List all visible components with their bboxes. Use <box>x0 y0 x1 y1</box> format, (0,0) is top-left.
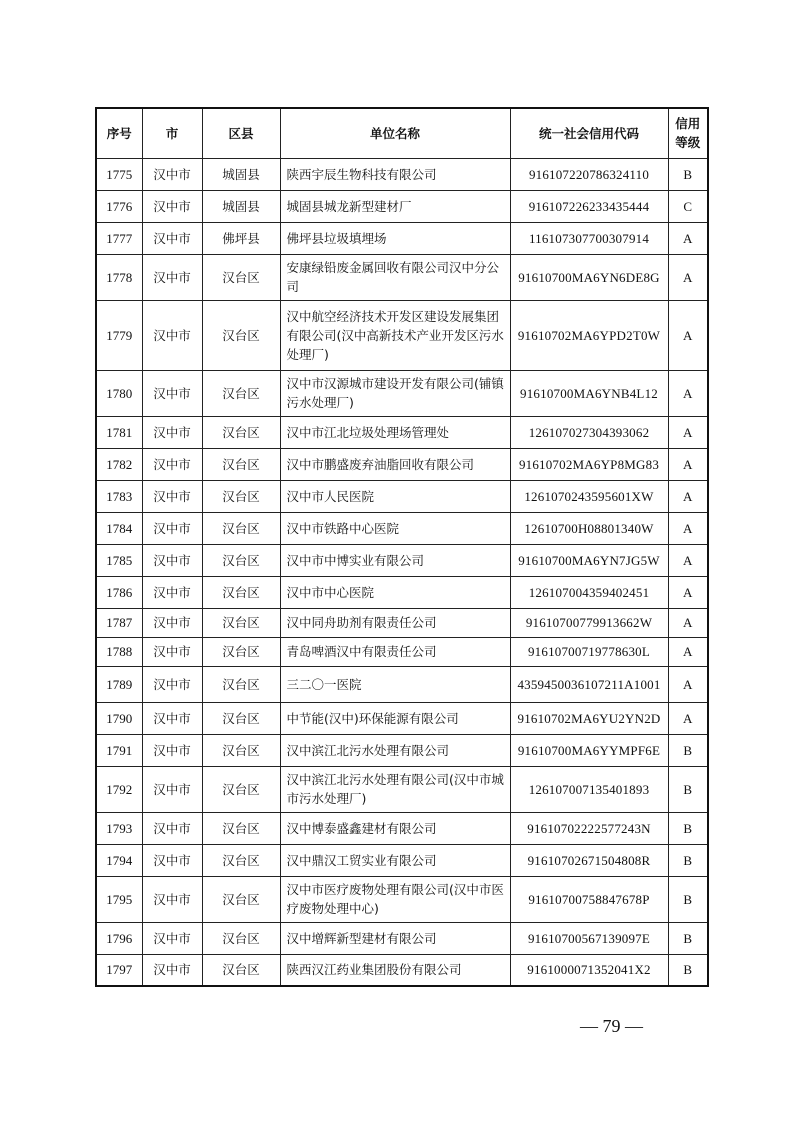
cell-index: 1775 <box>96 158 142 190</box>
cell-district: 汉台区 <box>202 766 280 812</box>
table-row <box>96 734 708 766</box>
cell-code: 91610702MA6YP8MG83 <box>510 448 668 480</box>
cell-name: 汉中博泰盛鑫建材有限公司 <box>280 812 510 844</box>
table-row <box>96 254 708 300</box>
cell-name: 汉中滨江北污水处理有限公司(汉中市城市污水处理厂) <box>280 766 510 812</box>
table-row <box>96 480 708 512</box>
cell-code: 126107004359402451 <box>510 576 668 608</box>
table-row <box>96 812 708 844</box>
cell-name: 汉中同舟助剂有限责任公司 <box>280 608 510 637</box>
cell-city: 汉中市 <box>142 158 202 190</box>
cell-level: A <box>668 576 708 608</box>
cell-district: 汉台区 <box>202 702 280 734</box>
cell-code: 91610702MA6YPD2T0W <box>510 300 668 370</box>
cell-city: 汉中市 <box>142 190 202 222</box>
cell-city: 汉中市 <box>142 480 202 512</box>
cell-index: 1788 <box>96 637 142 666</box>
credit-rating-table <box>95 107 709 987</box>
header-row <box>96 108 708 158</box>
cell-district: 汉台区 <box>202 448 280 480</box>
table-row <box>96 576 708 608</box>
cell-code: 116107307700307914 <box>510 222 668 254</box>
cell-city: 汉中市 <box>142 512 202 544</box>
cell-code: 91610700MA6YN6DE8G <box>510 254 668 300</box>
cell-district: 汉台区 <box>202 512 280 544</box>
cell-district: 汉台区 <box>202 576 280 608</box>
cell-code: 916107226233435444 <box>510 190 668 222</box>
table-row <box>96 702 708 734</box>
cell-city: 汉中市 <box>142 666 202 702</box>
cell-city: 汉中市 <box>142 370 202 416</box>
cell-level: B <box>668 734 708 766</box>
cell-index: 1792 <box>96 766 142 812</box>
cell-district: 城固县 <box>202 158 280 190</box>
cell-city: 汉中市 <box>142 637 202 666</box>
cell-level: A <box>668 608 708 637</box>
cell-name: 汉中市鹏盛废弃油脂回收有限公司 <box>280 448 510 480</box>
table-row <box>96 954 708 986</box>
cell-name: 陕西汉江药业集团股份有限公司 <box>280 954 510 986</box>
cell-index: 1778 <box>96 254 142 300</box>
header-district: 区县 <box>202 108 280 158</box>
cell-code: 126107007135401893 <box>510 766 668 812</box>
cell-city: 汉中市 <box>142 876 202 922</box>
cell-name: 三二〇一医院 <box>280 666 510 702</box>
table-row <box>96 844 708 876</box>
cell-city: 汉中市 <box>142 766 202 812</box>
table-row <box>96 544 708 576</box>
cell-level: B <box>668 876 708 922</box>
cell-district: 汉台区 <box>202 844 280 876</box>
cell-code: 1261070243595601XW <box>510 480 668 512</box>
header-level-line1: 信用 <box>675 116 701 132</box>
cell-name: 汉中市汉源城市建设开发有限公司(铺镇污水处理厂) <box>280 370 510 416</box>
cell-code: 91610700779913662W <box>510 608 668 637</box>
cell-code: 4359450036107211A1001 <box>510 666 668 702</box>
cell-level: A <box>668 300 708 370</box>
cell-city: 汉中市 <box>142 734 202 766</box>
table-row <box>96 637 708 666</box>
cell-district: 汉台区 <box>202 480 280 512</box>
cell-index: 1776 <box>96 190 142 222</box>
cell-level: A <box>668 448 708 480</box>
table-row <box>96 300 708 370</box>
cell-code: 916107220786324110 <box>510 158 668 190</box>
cell-level: B <box>668 844 708 876</box>
cell-city: 汉中市 <box>142 254 202 300</box>
cell-district: 汉台区 <box>202 637 280 666</box>
cell-level: A <box>668 512 708 544</box>
table-row <box>96 222 708 254</box>
cell-level: A <box>668 637 708 666</box>
cell-district: 汉台区 <box>202 812 280 844</box>
cell-index: 1782 <box>96 448 142 480</box>
header-city: 市 <box>142 108 202 158</box>
cell-name: 安康绿铅废金属回收有限公司汉中分公司 <box>280 254 510 300</box>
cell-name: 中节能(汉中)环保能源有限公司 <box>280 702 510 734</box>
cell-name: 汉中滨江北污水处理有限公司 <box>280 734 510 766</box>
cell-level: B <box>668 812 708 844</box>
header-index: 序号 <box>96 108 142 158</box>
cell-name: 汉中市医疗废物处理有限公司(汉中市医疗废物处理中心) <box>280 876 510 922</box>
header-level <box>668 108 708 158</box>
cell-code: 91610702222577243N <box>510 812 668 844</box>
cell-level: C <box>668 190 708 222</box>
cell-code: 91610702671504808R <box>510 844 668 876</box>
cell-city: 汉中市 <box>142 222 202 254</box>
table-row <box>96 190 708 222</box>
cell-code: 91610700758847678P <box>510 876 668 922</box>
table-row <box>96 666 708 702</box>
cell-index: 1786 <box>96 576 142 608</box>
cell-district: 汉台区 <box>202 954 280 986</box>
cell-index: 1785 <box>96 544 142 576</box>
table-row <box>96 512 708 544</box>
cell-level: B <box>668 922 708 954</box>
cell-district: 佛坪县 <box>202 222 280 254</box>
cell-district: 汉台区 <box>202 734 280 766</box>
cell-code: 9161000071352041X2 <box>510 954 668 986</box>
cell-index: 1779 <box>96 300 142 370</box>
cell-level: A <box>668 254 708 300</box>
cell-name: 汉中市中心医院 <box>280 576 510 608</box>
cell-level: B <box>668 158 708 190</box>
cell-city: 汉中市 <box>142 844 202 876</box>
cell-district: 城固县 <box>202 190 280 222</box>
cell-index: 1796 <box>96 922 142 954</box>
cell-level: B <box>668 954 708 986</box>
cell-district: 汉台区 <box>202 300 280 370</box>
cell-index: 1793 <box>96 812 142 844</box>
cell-name: 城固县城龙新型建材厂 <box>280 190 510 222</box>
table-row <box>96 370 708 416</box>
cell-name: 陕西宇辰生物科技有限公司 <box>280 158 510 190</box>
cell-city: 汉中市 <box>142 922 202 954</box>
cell-level: A <box>668 544 708 576</box>
table-row <box>96 448 708 480</box>
cell-district: 汉台区 <box>202 666 280 702</box>
cell-city: 汉中市 <box>142 954 202 986</box>
cell-city: 汉中市 <box>142 576 202 608</box>
header-code: 统一社会信用代码 <box>510 108 668 158</box>
cell-name: 汉中市人民医院 <box>280 480 510 512</box>
cell-code: 91610700MA6YYMPF6E <box>510 734 668 766</box>
cell-city: 汉中市 <box>142 608 202 637</box>
cell-district: 汉台区 <box>202 254 280 300</box>
cell-index: 1790 <box>96 702 142 734</box>
cell-district: 汉台区 <box>202 416 280 448</box>
cell-index: 1789 <box>96 666 142 702</box>
cell-code: 126107027304393062 <box>510 416 668 448</box>
cell-index: 1787 <box>96 608 142 637</box>
table-row <box>96 766 708 812</box>
cell-level: B <box>668 766 708 812</box>
table-row <box>96 158 708 190</box>
table-row <box>96 608 708 637</box>
cell-district: 汉台区 <box>202 922 280 954</box>
cell-code: 91610700719778630L <box>510 637 668 666</box>
table-row <box>96 416 708 448</box>
cell-name: 汉中市江北垃圾处理场管理处 <box>280 416 510 448</box>
cell-index: 1794 <box>96 844 142 876</box>
cell-city: 汉中市 <box>142 812 202 844</box>
cell-district: 汉台区 <box>202 876 280 922</box>
cell-city: 汉中市 <box>142 300 202 370</box>
cell-district: 汉台区 <box>202 544 280 576</box>
cell-index: 1781 <box>96 416 142 448</box>
cell-name: 汉中鼎汉工贸实业有限公司 <box>280 844 510 876</box>
cell-index: 1777 <box>96 222 142 254</box>
cell-index: 1784 <box>96 512 142 544</box>
table-body <box>96 158 708 986</box>
cell-index: 1797 <box>96 954 142 986</box>
cell-code: 91610700567139097E <box>510 922 668 954</box>
cell-name: 汉中增辉新型建材有限公司 <box>280 922 510 954</box>
cell-level: A <box>668 702 708 734</box>
cell-name: 汉中市中博实业有限公司 <box>280 544 510 576</box>
cell-code: 91610702MA6YU2YN2D <box>510 702 668 734</box>
cell-level: A <box>668 666 708 702</box>
cell-city: 汉中市 <box>142 416 202 448</box>
cell-district: 汉台区 <box>202 608 280 637</box>
cell-district: 汉台区 <box>202 370 280 416</box>
table-row <box>96 922 708 954</box>
cell-level: A <box>668 370 708 416</box>
cell-level: A <box>668 480 708 512</box>
header-level-line2: 等级 <box>675 135 701 151</box>
cell-name: 汉中航空经济技术开发区建设发展集团有限公司(汉中高新技术产业开发区污水处理厂) <box>280 300 510 370</box>
cell-code: 91610700MA6YN7JG5W <box>510 544 668 576</box>
page-number: — 79 — <box>580 1016 643 1036</box>
cell-name: 汉中市铁路中心医院 <box>280 512 510 544</box>
cell-index: 1780 <box>96 370 142 416</box>
cell-city: 汉中市 <box>142 448 202 480</box>
cell-name: 佛坪县垃圾填埋场 <box>280 222 510 254</box>
cell-index: 1783 <box>96 480 142 512</box>
cell-index: 1795 <box>96 876 142 922</box>
cell-code: 12610700H08801340W <box>510 512 668 544</box>
table-row <box>96 876 708 922</box>
credit-rating-table-container <box>95 107 707 987</box>
cell-level: A <box>668 416 708 448</box>
cell-city: 汉中市 <box>142 702 202 734</box>
cell-city: 汉中市 <box>142 544 202 576</box>
cell-level: A <box>668 222 708 254</box>
cell-name: 青岛啤酒汉中有限责任公司 <box>280 637 510 666</box>
cell-code: 91610700MA6YNB4L12 <box>510 370 668 416</box>
header-name: 单位名称 <box>280 108 510 158</box>
cell-index: 1791 <box>96 734 142 766</box>
